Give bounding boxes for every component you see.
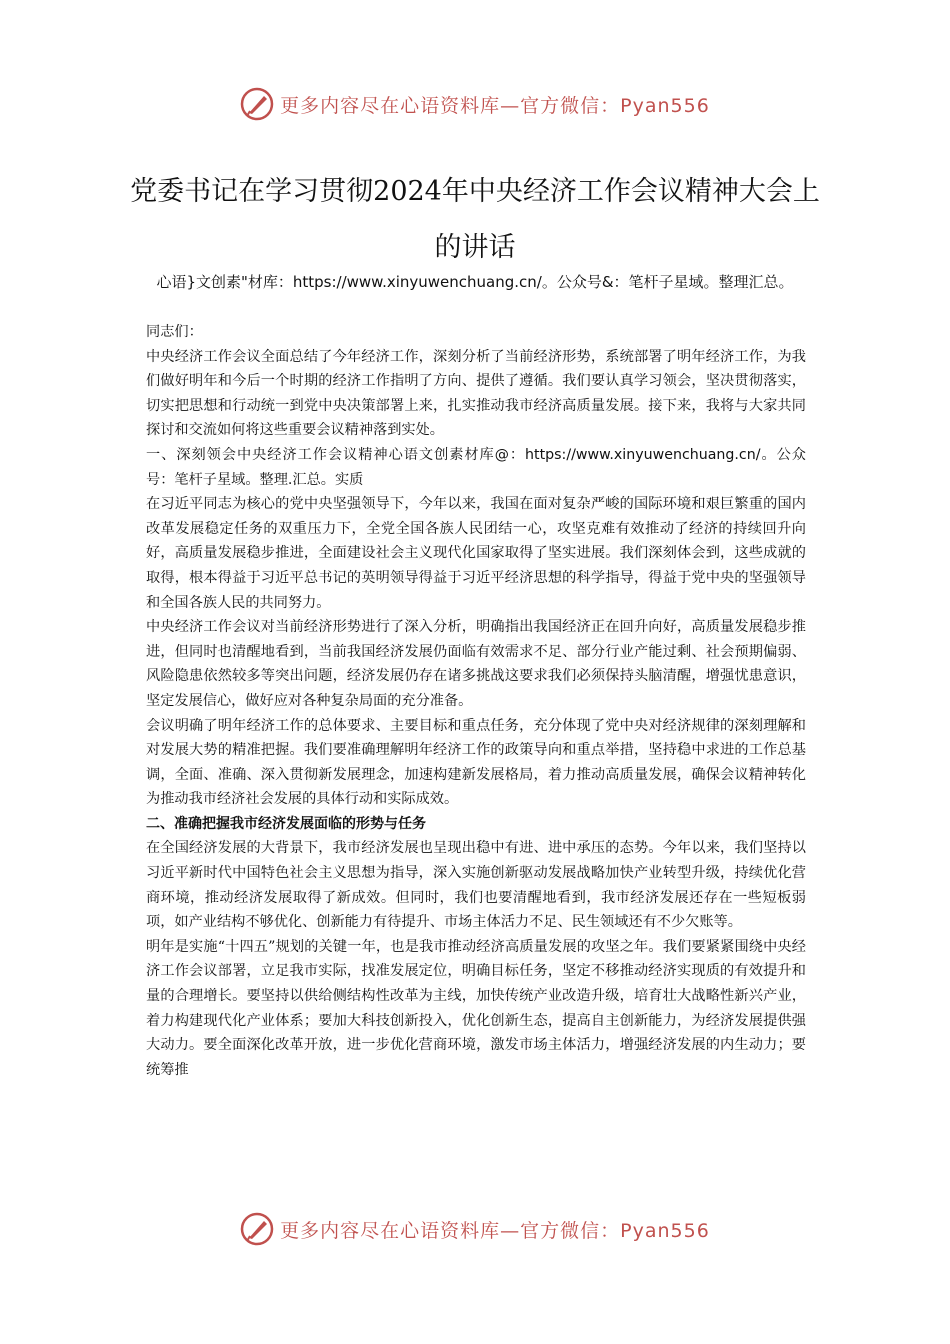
header-banner (0, 84, 950, 124)
quill-logo-icon (240, 87, 274, 121)
paragraph: 中央经济工作会议对当前经济形势进行了深入分析，明确指出我国经济正在回升向好，高质量发展稳步推进，但同时也清醒地看到，当前我国经济发展仍面临有效需求不足、部分行业产能过剩、社会预期偏弱、风险隐患依然较多等突出问题，经济发展仍存在诸多挑战这要求我们必须保持头脑清醒，增强忧患意识，坚定发展信心，做好应对各种复杂局面的充分准备。 (146, 619, 806, 709)
wechat-id: Pyan556 (620, 94, 710, 117)
banner-text: 更多内容尽在心语资料库—官方微信：Pyan556 (280, 1219, 710, 1242)
wechat-id: Pyan556 (620, 1219, 710, 1242)
paragraph: 明年是实施“十四五”规划的关键一年，也是我市推动经济高质量发展的攻坚之年。我们要紧紧围绕中央经济工作会议部署，立足我市实际，找准发展定位，明确目标任务，坚定不移推动经济实现质的有效提升和量的合理增长。要坚持以供给侧结构性改革为主线，加快传统产业改造升级，培育壮大战略性新兴产业，着力构建现代化产业体系；要加大科技创新投入，优化创新生态，提高自主创新能力，为经济发展提供强大动力。要全面深化改革开放，进一步优化营商环境，激发市场主体活力，增强经济发展的内生动力；要统筹推 (146, 938, 806, 1078)
section-heading-1: 一、深刻领会中央经济工作会议精神心语文创素材库@：https://www.xinyuwenchuang.cn/。公众号：笔杆子星域。整理.汇总。实质 (146, 446, 806, 488)
salutation: 同志们： (146, 324, 203, 340)
footer-banner (0, 1209, 950, 1249)
paragraph: 在习近平同志为核心的党中央坚强领导下，今年以来，我国在面对复杂严峻的国际环境和艰巨繁重的国内改革发展稳定任务的双重压力下，全党全国各族人民团结一心，攻坚克难有效推动了经济的持续回升向好，高质量发展稳步推进，全面建设社会主义现代化国家取得了坚实进展。我们深刻体会到，这些成就的取得，根本得益于习近平总书记的英明领导得益于习近平经济思想的科学指导，得益于党中央的坚强领导和全国各族人民的共同努力。 (146, 496, 806, 611)
document-body (146, 320, 806, 1082)
banner-text: 更多内容尽在心语资料库—官方微信：Pyan556 (280, 94, 710, 117)
page-title: 党委书记在学习贯彻2024年中央经济工作会议精神大会上的讲话 (130, 176, 820, 264)
paragraph: 中央经济工作会议全面总结了今年经济工作，深刻分析了当前经济形势，系统部署了明年经济工作，为我们做好明年和今后一个时期的经济工作指明了方向、提供了遵循。我们要认真学习领会，坚决贯彻落实，切实把思想和行动统一到党中央决策部署上来，扎实推动我市经济高质量发展。接下来，我将与大家共同探讨和交流如何将这些重要会议精神落到实处。 (146, 348, 806, 439)
section-heading-2: 二、准确把握我市经济发展面临的形势与任务 (146, 815, 426, 832)
paragraph: 会议明确了明年经济工作的总体要求、主要目标和重点任务，充分体现了党中央对经济规律的深刻理解和对发展大势的精准把握。我们要准确理解明年经济工作的政策导向和重点举措，坚持稳中求进的工作总基调，全面、准确、深入贯彻新发展理念，加速构建新发展格局，着力推动高质量发展，确保会议精神转化为推动我市经济社会发展的具体行动和实际成效。 (146, 717, 806, 808)
quill-logo-icon (240, 1212, 274, 1246)
source-note: 心语}文创素"材库：https://www.xinyuwenchuang.cn/。公众号&：笔杆子星域。整理汇总。 (156, 273, 794, 291)
paragraph: 在全国经济发展的大背景下，我市经济发展也呈现出稳中有进、进中承压的态势。今年以来，我们坚持以习近平新时代中国特色社会主义思想为指导，深入实施创新驱动发展战略加快产业转型升级，持续优化营商环境，推动经济发展取得了新成效。但同时，我们也要清醒地看到，我市经济发展还存在一些短板弱项，如产业结构不够优化、创新能力有待提升、市场主体活力不足、民生领域还有不少欠账等。 (146, 840, 806, 931)
